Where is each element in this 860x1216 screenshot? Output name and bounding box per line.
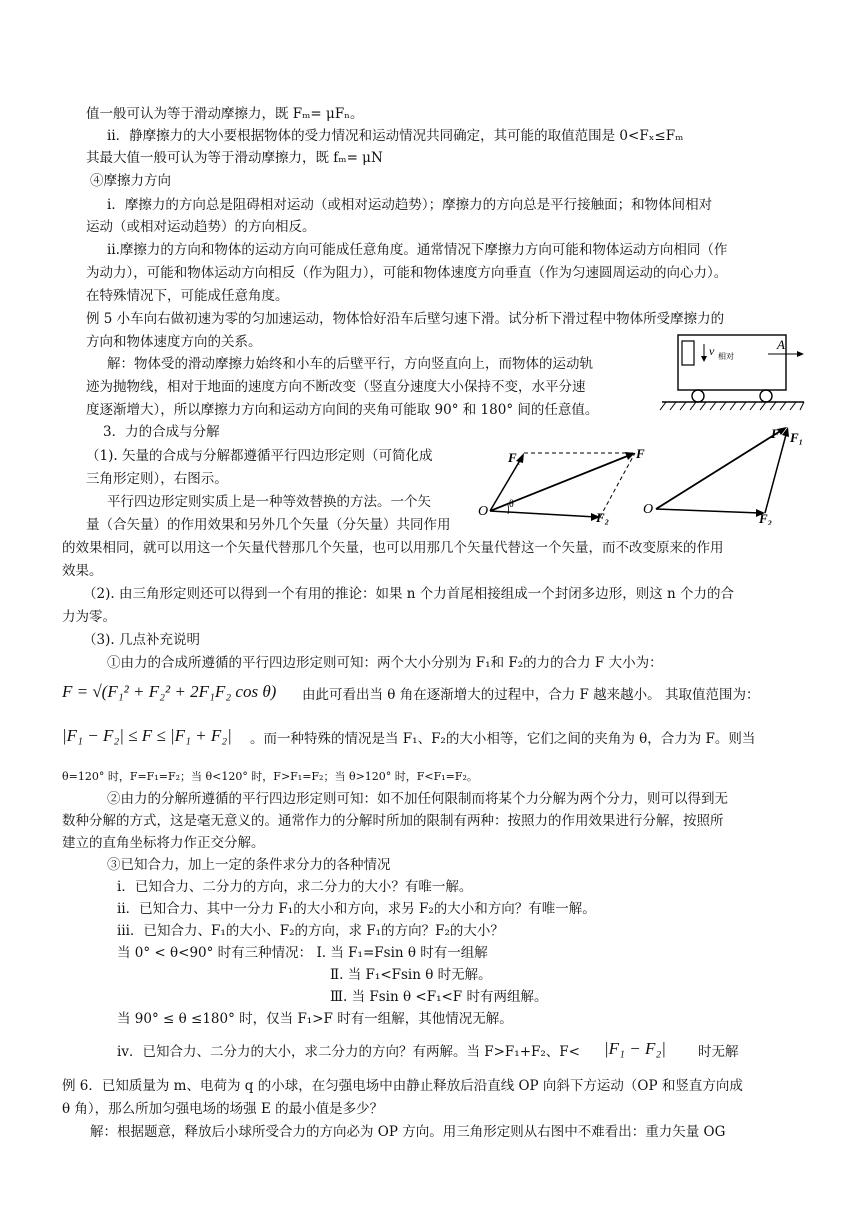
text-line: θ=120° 时，F=F₁=F₂；当 θ<120° 时，F>F₁=F₂；当 θ>120° 时，F<F₁=F₂。: [62, 770, 478, 783]
case-line: 当 0° < θ<90° 时有三种情况： Ⅰ. 当 F₁=Fsin θ 时有一组解: [117, 945, 488, 961]
f2-label: F₂: [759, 511, 773, 525]
text-line: ①由力的合成所遵循的平行四边形定则可知：两个大小分别为 F₁和 F₂的力的合力 F 大小为：: [107, 655, 663, 671]
text-line: 数种分解的方式，这是毫无意义的。通常作力的分解时所加的限制有两种：按照力的作用效果进行分解，按照所: [62, 813, 724, 829]
resultant-formula: F = √(F₁² + F₂² + 2F₁F₂ cos θ): [62, 682, 277, 701]
vector-diagram: [478, 425, 808, 525]
text-line: （1). 矢量的合成与分解都遵循平行四边形定则（可简化成: [86, 448, 433, 464]
text-line: 三角形定则），右图示。: [86, 471, 228, 487]
case-line: Ⅲ. 当 Fsin θ <F₁<F 时有两组解。: [330, 989, 548, 1005]
text-line: 平行四边形定则实质上是一种等效替换的方法。一个矢: [107, 494, 431, 510]
text-line: 量（合矢量）的作用效果和另外几个矢量（分矢量）共同作用: [86, 517, 451, 533]
text-line: 方向和物体速度方向的关系。: [86, 334, 262, 350]
text-line: 为动力），可能和物体运动方向相反（作为阻力），可能和物体速度方向垂直（作为匀速圆周运动的向心力）。: [86, 265, 728, 281]
example-title: 例 5 小车向右做初速为零的匀加速运动，物体恰好沿车后壁匀速下滑。试分析下滑过程中物体所受摩擦力的: [86, 311, 725, 327]
text-line: 。而一种特殊的情况是当 F₁、F₂的大小相等，它们之间的夹角为 θ，合力为 F。则当: [250, 731, 756, 747]
text-line: （2). 由三角形定则还可以得到一个有用的推论：如果 n 个力首尾相接组成一个封闭多边形，则这 n 个力的合: [83, 586, 734, 602]
theta-label: θ: [509, 499, 514, 510]
text-line: 值一般可认为等于滑动摩擦力，既 Fₘ= μFₙ。: [86, 106, 364, 122]
case-line: 当 90° ≤ θ ≤180° 时，仅当 F₁>F 时有一组解，其他情况无解。: [117, 1011, 513, 1027]
solution-line: 迹为抛物线，相对于地面的速度方向不断改变（竖直分速度大小保持不变，水平分速: [86, 379, 586, 395]
difference-formula: |F₁ − F₂|: [604, 1039, 666, 1058]
text-line: 时无解: [698, 1044, 739, 1060]
cart-diagram: [658, 330, 808, 412]
velocity-label: v: [709, 344, 715, 358]
origin-label: O: [478, 504, 489, 519]
list-item: ⅳ．已知合力、二分力的大小，求二分力的方向？有两解。当 F>F₁+F₂、F<: [117, 1044, 580, 1060]
list-item: ⅱ．已知合力、其中一分力 F₁的大小和方向，求另 F₂的大小和方向？有唯一解。: [117, 901, 596, 917]
f1-label: F₁: [790, 430, 804, 445]
solution-line: 解：根据题意，释放后小球所受合力的方向必为 OP 方向。用三角形定则从右图中不难看出：重力矢量 OG: [90, 1124, 726, 1140]
section-heading: （3). 几点补充说明: [83, 632, 200, 648]
text-line: 运动（或相对运动趋势）的方向相反。: [86, 219, 316, 235]
text-line: 其最大值一般可认为等于滑动摩擦力，既 fₘ= μN: [86, 150, 383, 166]
case-line: Ⅱ. 当 F₁<Fsin θ 时无解。: [330, 967, 492, 983]
solution-line: 解：物体受的滑动摩擦力始终和小车的后壁平行，方向竖直向上，而物体的运动轨: [107, 356, 593, 372]
f-label: F: [636, 446, 645, 461]
text-line: ②由力的分解所遵循的平行四边形定则可知：如不加任何限制而将某个力分解为两个分力，则可以得到无: [107, 791, 728, 807]
text-line: θ 角），那么所加匀强电场的场强 E 的最小值是多少？: [62, 1101, 384, 1117]
section-heading: ③已知合力，加上一定的条件求分力的各种情况: [107, 857, 391, 873]
text-line: ⅱ．静摩擦力的大小要根据物体的受力情况和运动情况共同确定，其可能的取值范围是 0<Fₓ≤Fₘ: [107, 128, 684, 144]
f2-label: F₂: [596, 510, 610, 525]
text-line: 在特殊情况下，可能成任意角度。: [86, 288, 289, 304]
section-heading: ④摩擦力方向: [90, 173, 171, 189]
text-line: 由此可看出当 θ 角在逐渐增大的过程中，合力 F 越来越小。 其取值范围为：: [302, 687, 760, 703]
section-heading: 3．力的合成与分解: [103, 424, 220, 440]
f-label: F: [771, 426, 780, 441]
f1-label: F₁: [508, 450, 522, 465]
solution-line: 度逐渐增大），所以摩擦力方向和运动方向间的夹角可能取 90° 和 180° 间的任意值。: [86, 402, 599, 418]
origin-label: O: [643, 502, 654, 517]
list-item: ⅰ．已知合力、二分力的方向，求二分力的大小？有唯一解。: [117, 879, 473, 895]
relative-label: 相对: [718, 352, 734, 361]
text-line: 力为零。: [62, 609, 116, 625]
text-line: 建立的直角坐标将力作正交分解。: [62, 835, 265, 851]
text-line: 效果。: [62, 563, 103, 579]
acceleration-label: A: [777, 337, 785, 352]
list-item: ⅲ．已知合力、F₁的大小、F₂的方向，求 F₁的方向？F₂的大小？: [117, 923, 504, 939]
text-line: 的效果相同，就可以用这一个矢量代替那几个矢量，也可以用那几个矢量代替这一个矢量，而不改变原来的作用: [62, 540, 724, 556]
range-formula: |F₁ − F₂| ≤ F ≤ |F₁ + F₂|: [62, 726, 232, 745]
text-line: ⅱ.摩擦力的方向和物体的运动方向可能成任意角度。通常情况下摩擦力方向可能和物体运动方向相同（作: [107, 242, 728, 258]
text-line: ⅰ．摩擦力的方向总是阻碍相对运动（或相对运动趋势）；摩擦力的方向总是平行接触面；和物体间相对: [107, 197, 713, 213]
example-title: 例 6．已知质量为 m、电荷为 q 的小球，在匀强电场中由静止释放后沿直线 OP 向斜下方运动（OP 和竖直方向成: [62, 1078, 743, 1094]
